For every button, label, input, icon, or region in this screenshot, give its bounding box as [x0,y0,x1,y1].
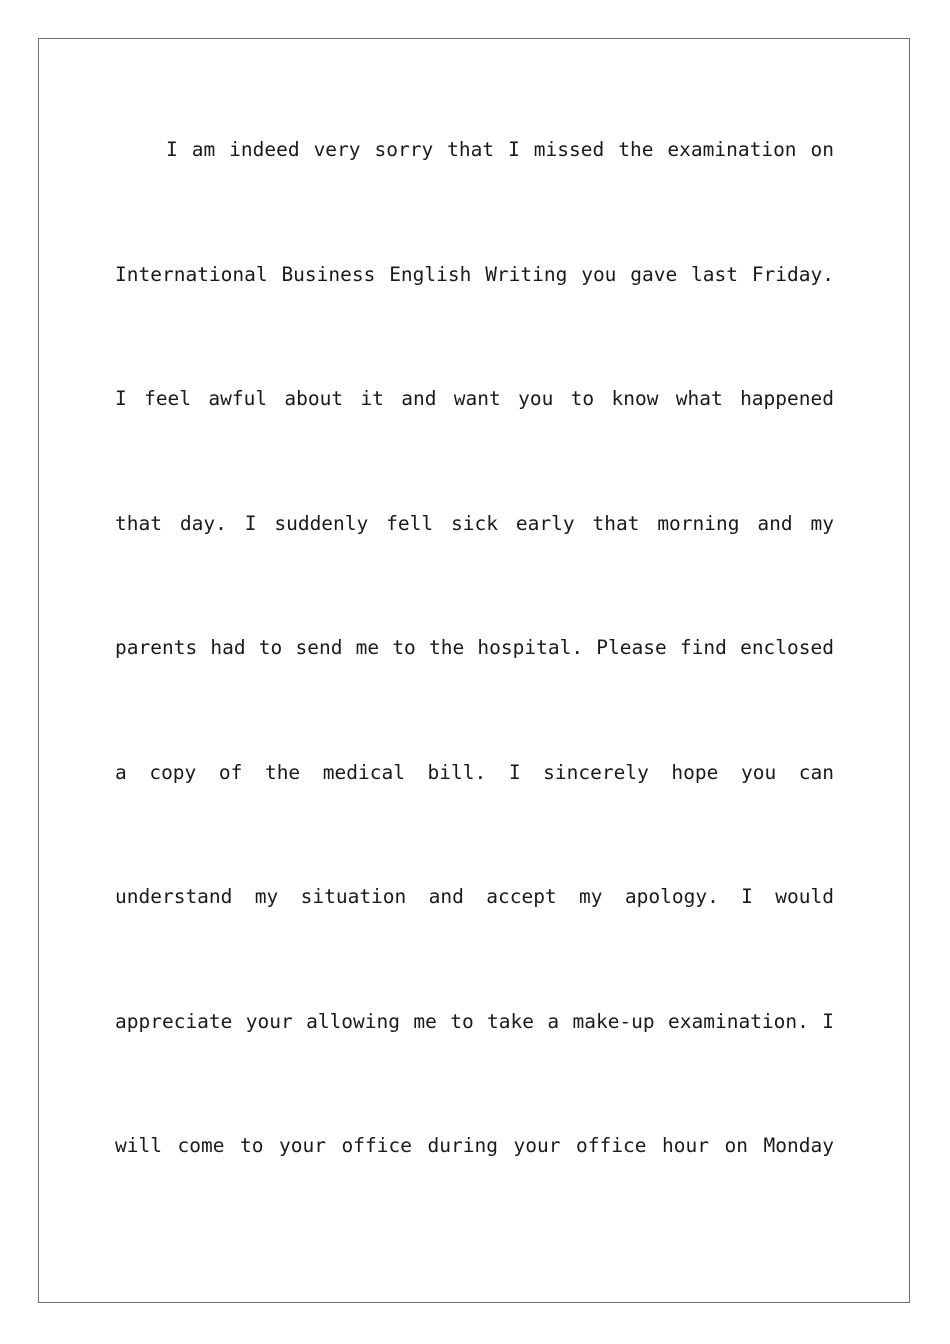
letter-line-3: I feel awful about it and want you to know what happened [115,387,834,410]
letter-line-8: appreciate your allowing me to take a make-up examination. I [115,1009,834,1033]
letter-line-6: a copy of the medical bill. I sincerely hope you can [115,760,834,784]
letter-line-5: parents had to send me to the hospital. Please find enclosed [115,636,834,659]
letter-body [115,130,834,1251]
letter-line-4: that day. I suddenly fell sick early that morning and my [115,511,834,535]
letter-line-9: will come to your office during your office hour on Monday [115,1134,834,1157]
letter-line-2: International Business English Writing you gave last Friday. [115,262,834,286]
letter-line-7: understand my situation and accept my apology. I would [115,885,834,908]
letter-line-1: I am indeed very sorry that I missed the examination on [166,138,834,161]
